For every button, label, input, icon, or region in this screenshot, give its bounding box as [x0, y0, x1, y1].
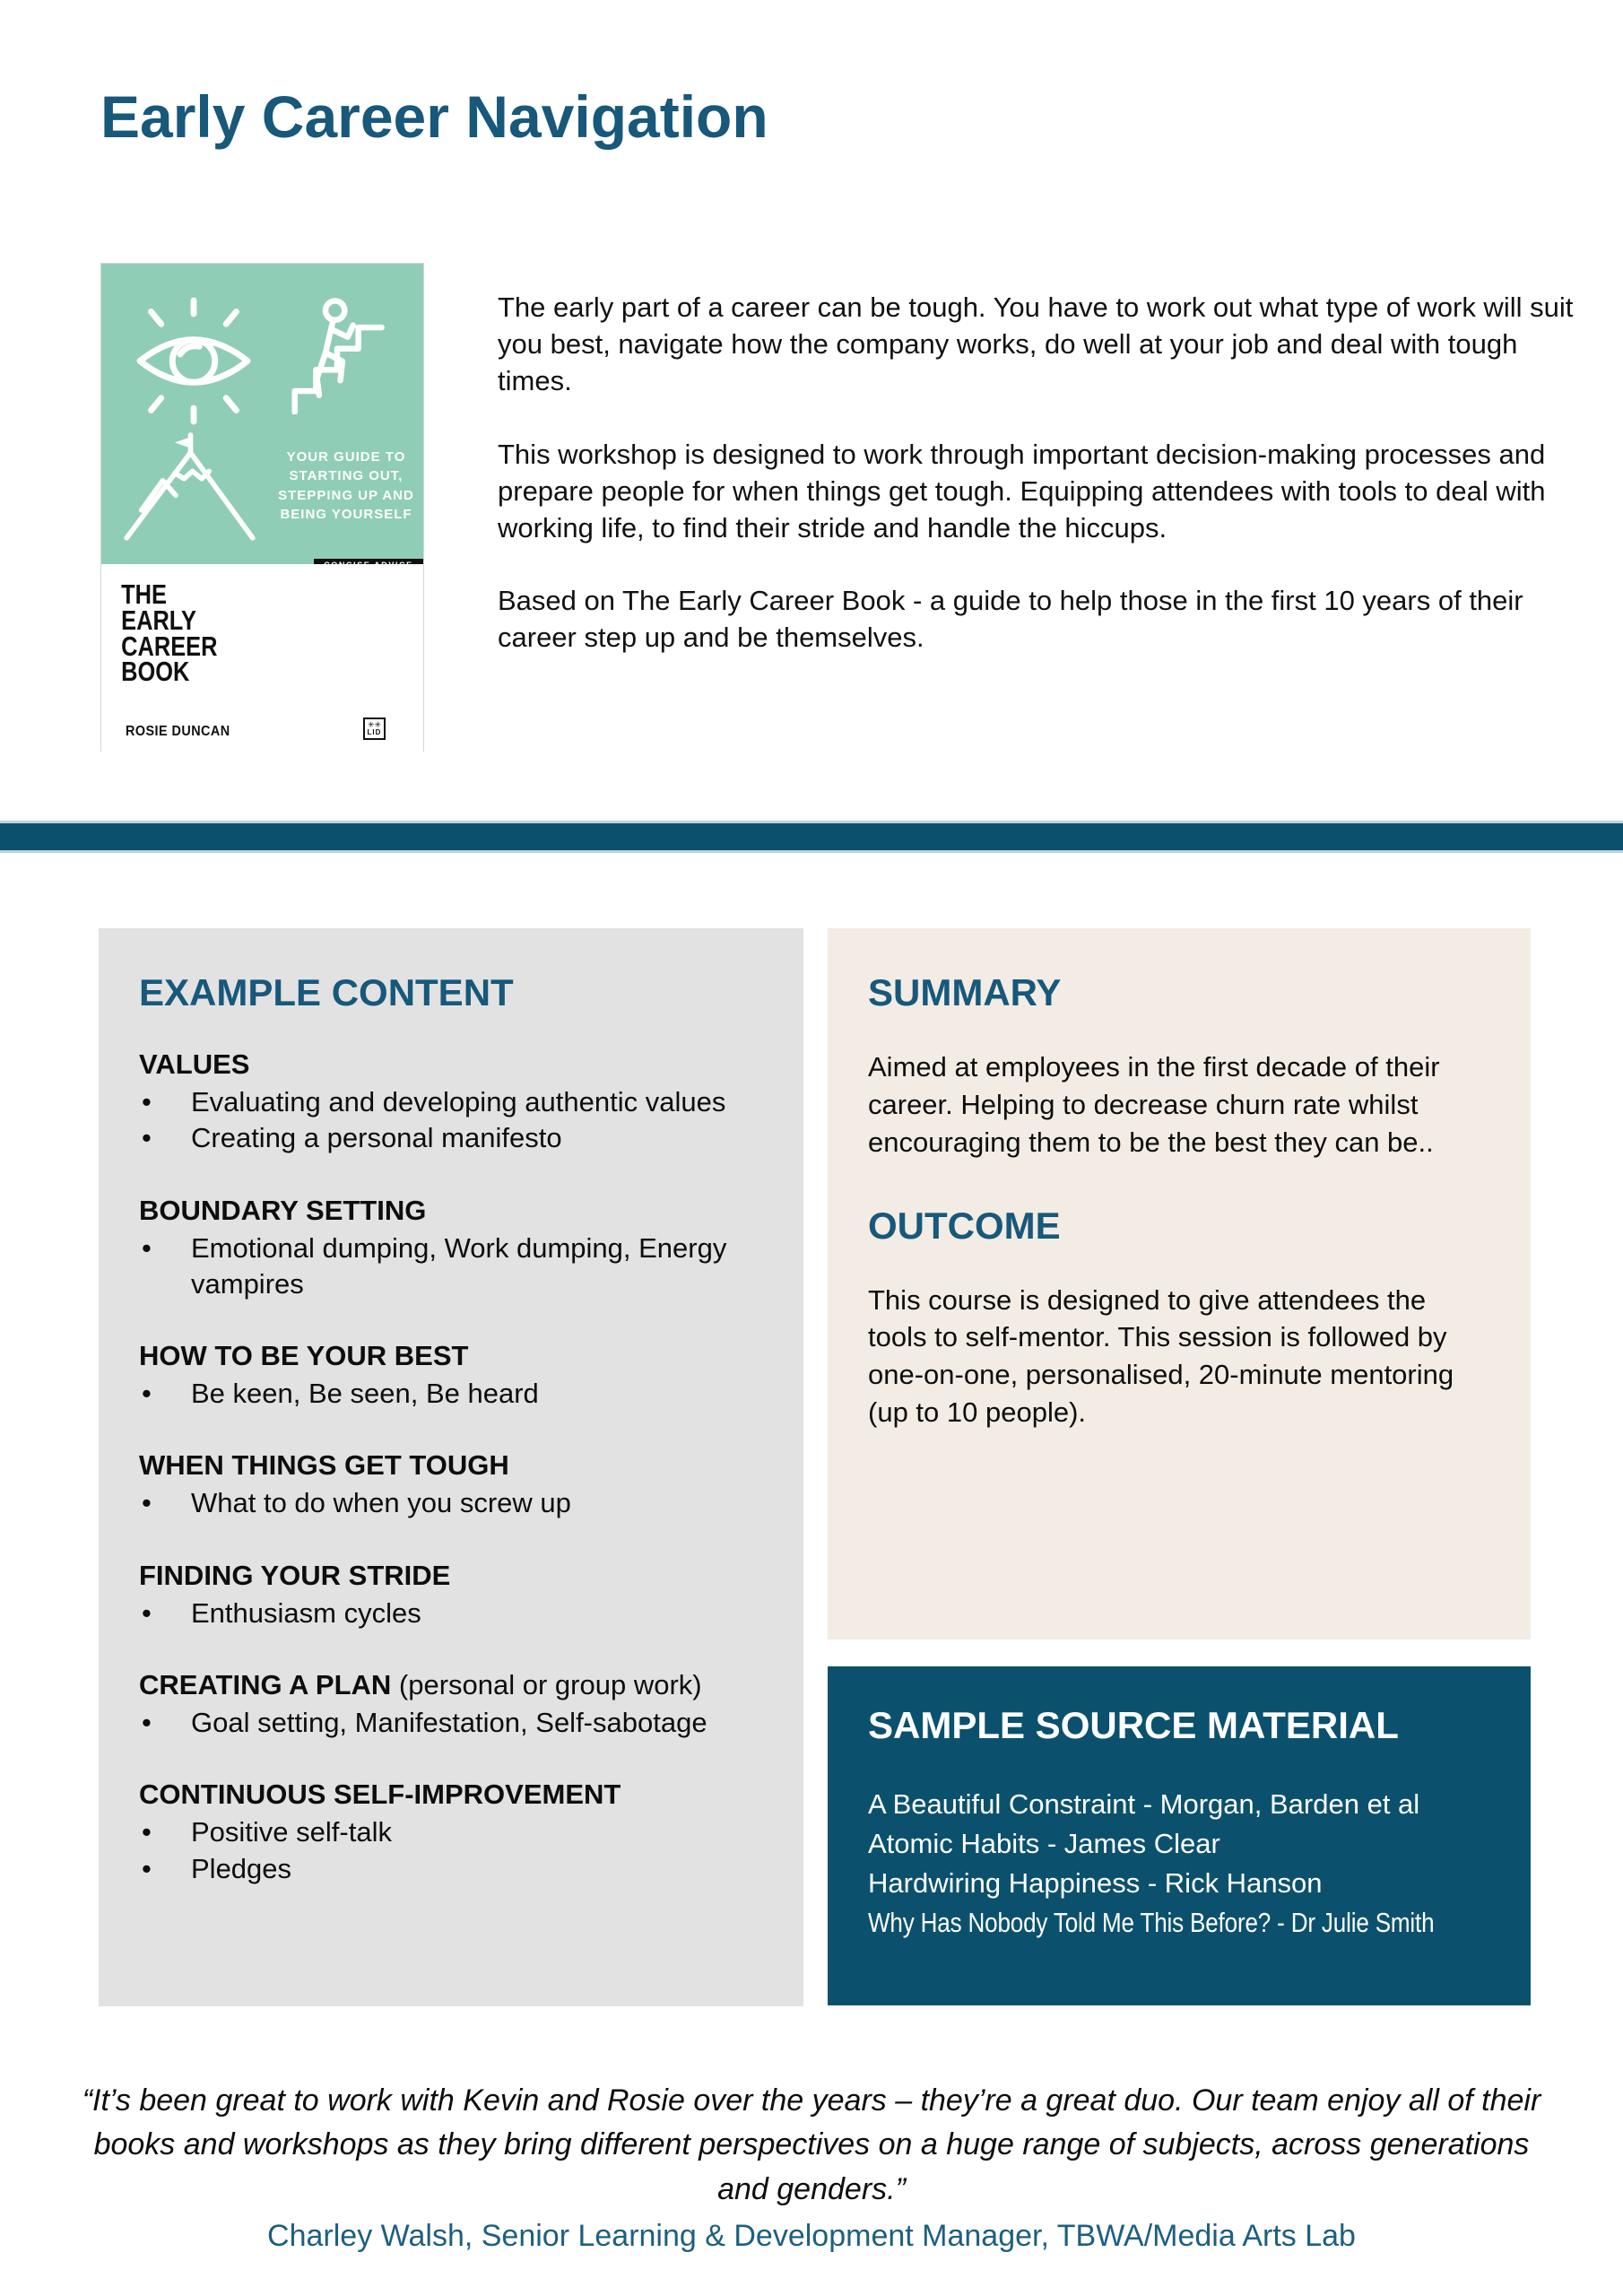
book-author: ROSIE DUNCAN [126, 724, 230, 739]
page-title: Early Career Navigation [100, 83, 768, 150]
bullet-item: • Be keen, Be seen, Be heard [139, 1376, 763, 1412]
section-bullet-list [139, 1231, 763, 1303]
divider-bar [0, 821, 1623, 853]
section-title: CONTINUOUS SELF-IMPROVEMENT [139, 1779, 621, 1811]
section-title: CREATING A PLAN [139, 1669, 392, 1701]
content-section [139, 1195, 763, 1303]
bullet-item: • Creating a personal manifesto [139, 1120, 763, 1156]
eye-icon [126, 296, 261, 426]
source-material-list [868, 1785, 1490, 1943]
intro-paragraph: The early part of a career can be tough. You have to work out what type of work will suit you best, navigate how the company works, do well at your job and deal with tough times. [498, 291, 1574, 396]
book-title-line: THE [121, 578, 167, 610]
example-content-panel [99, 928, 803, 2006]
bullet-item: • Pledges [139, 1851, 763, 1887]
source-material-heading: SAMPLE SOURCE MATERIAL [868, 1704, 1399, 1746]
stair-climber-icon [288, 298, 386, 414]
book-cover-bottom [101, 564, 423, 752]
content-section [139, 1449, 763, 1521]
bullet-item: • Positive self-talk [139, 1814, 763, 1850]
bullet-item: • Emotional dumping, Work dumping, Energy vampires [139, 1231, 763, 1303]
book-title-line: EARLY [121, 604, 196, 636]
publisher-logo [363, 718, 386, 740]
section-title: BOUNDARY SETTING [139, 1194, 427, 1226]
bullet-item: • Enthusiasm cycles [139, 1596, 763, 1631]
testimonial-quote: “It’s been great to work with Kevin and Rosie over the years – they’re a great duo. Our team enjoy all of their books and workshops as they bring different perspectives on a huge range of subjects, across generations and genders.” [82, 2083, 1541, 2206]
book-tagline-line: STEPPING UP AND [278, 487, 414, 503]
source-item: A Beautiful Constraint - Morgan, Barden et al [868, 1788, 1420, 1820]
example-content-heading: EXAMPLE CONTENT [139, 971, 514, 1013]
publisher-logo-glyphs: ✳✳ [367, 719, 382, 729]
content-section [139, 1340, 763, 1412]
content-section [139, 1560, 763, 1631]
summary-outcome-panel [828, 928, 1531, 1639]
mountain-flag-icon [121, 432, 260, 542]
intro-paragraph: This workshop is designed to work through important decision-making processes and prepare people for when things get tough. Equipping attendees with tools to deal with working life, to find their stride and handle the hiccups. [498, 438, 1546, 544]
source-item: Why Has Nobody Told Me This Before? - Dr Julie Smith [868, 1907, 1435, 1939]
outcome-heading: OUTCOME [868, 1204, 1061, 1247]
content-section [139, 1048, 763, 1157]
section-bullet-list [139, 1596, 763, 1631]
testimonial [0, 2079, 1623, 2254]
section-title: HOW TO BE YOUR BEST [139, 1340, 469, 1372]
book-tagline-line: STARTING OUT, [289, 468, 404, 484]
content-section [139, 1669, 763, 1741]
section-bullet-list [139, 1814, 763, 1887]
section-bullet-list [139, 1705, 763, 1741]
source-material-panel [828, 1666, 1531, 2005]
book-title-line: CAREER [121, 630, 218, 662]
source-item: Hardwiring Happiness - Rick Hanson [868, 1867, 1323, 1900]
section-bullet-list [139, 1485, 763, 1521]
section-bullet-list [139, 1376, 763, 1412]
book-title [101, 564, 365, 688]
section-title: VALUES [139, 1048, 250, 1080]
book-tagline-line: YOUR GUIDE TO [286, 449, 406, 465]
section-title: WHEN THINGS GET TOUGH [139, 1449, 509, 1482]
source-item: Atomic Habits - James Clear [868, 1828, 1220, 1860]
testimonial-attribution: Charley Walsh, Senior Learning & Development Manager, TBWA/Media Arts Lab [267, 2218, 1356, 2253]
outcome-body: This course is designed to give attendees the tools to self-mentor. This session is followed by one-on-one, personalised, 20-minute mentoring (up to 10 people). [868, 1283, 1454, 1429]
example-content-sections [139, 1048, 763, 1887]
summary-heading: SUMMARY [868, 971, 1062, 1013]
intro-paragraphs [498, 290, 1587, 693]
book-cover-top [101, 264, 423, 564]
intro-paragraph: Based on The Early Career Book - a guide to help those in the first 10 years of their career step up and be themselves. [498, 585, 1523, 654]
book-title-line: BOOK [121, 656, 190, 688]
book-tagline [278, 448, 414, 524]
publisher-logo-text: LID [367, 727, 382, 736]
summary-body: Aimed at employees in the first decade of their career. Helping to decrease churn rate whilst encouraging them to be the best they can be.. [868, 1051, 1440, 1158]
section-title: FINDING YOUR STRIDE [139, 1559, 451, 1591]
section-bullet-list [139, 1084, 763, 1157]
content-section [139, 1779, 763, 1887]
bullet-item: • What to do when you screw up [139, 1485, 763, 1521]
book-tagline-line: BEING YOURSELF [280, 506, 412, 522]
bullet-item: • Evaluating and developing authentic values [139, 1084, 763, 1120]
bullet-item: • Goal setting, Manifestation, Self-sabotage [139, 1705, 763, 1741]
book-cover-image [100, 263, 424, 752]
section-title-suffix: (personal or group work) [391, 1669, 702, 1701]
